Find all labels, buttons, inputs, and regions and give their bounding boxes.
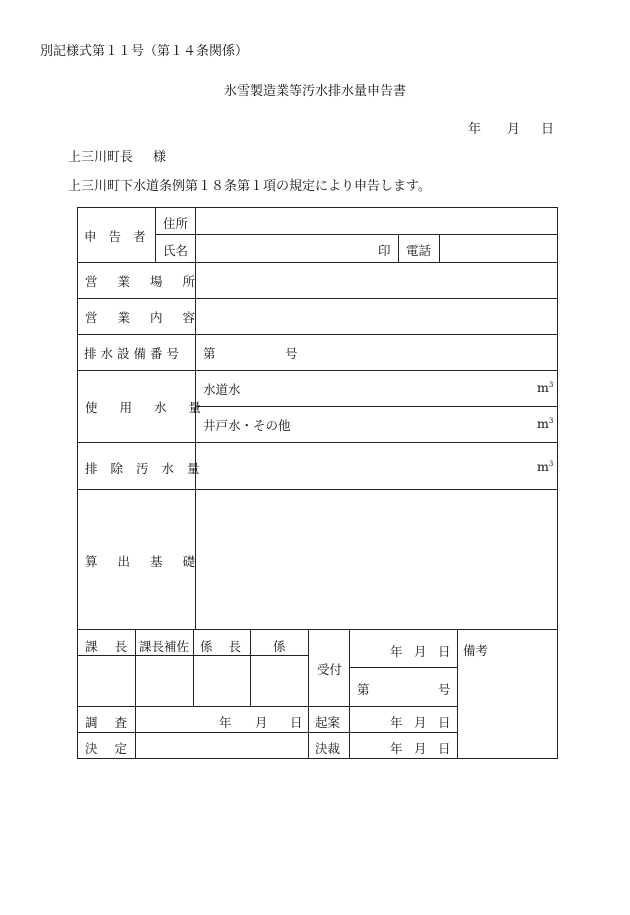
subsection-chief-label: 係長 [200, 639, 258, 654]
seal-mark: 印 [378, 243, 391, 258]
draft-year: 年 [390, 715, 403, 730]
form-reference: 別記様式第１１号（第１４条関係） [40, 44, 249, 59]
approval-year: 年 [390, 741, 403, 756]
unit-text: m [537, 416, 549, 431]
reception-label: 受付 [317, 662, 343, 677]
draft-day: 日 [438, 715, 451, 730]
statement-text: 上三川町下水道条例第１８条第１項の規定により申告します。 [68, 179, 431, 194]
address-label: 住所 [163, 216, 189, 231]
inspection-month: 月 [255, 715, 268, 730]
unit-exp: 3 [548, 459, 554, 468]
approval-label: 決裁 [315, 741, 341, 756]
draft-month: 月 [414, 715, 427, 730]
date-day: 日 [541, 122, 555, 137]
date-year: 年 [468, 122, 482, 137]
business-content-label: 営業内容 [85, 310, 216, 325]
reception-dai: 第 [357, 682, 370, 697]
name-label: 氏名 [163, 243, 189, 258]
drain-number-dai: 第 [203, 346, 216, 361]
reception-go: 号 [438, 682, 451, 697]
drain-number-go: 号 [285, 346, 298, 361]
unit-exp: 3 [548, 380, 554, 389]
unit-text: m [537, 459, 549, 474]
reception-day: 日 [438, 644, 451, 659]
honorific: 様 [153, 150, 167, 165]
draft-label: 起案 [315, 715, 341, 730]
unit-text: m [537, 380, 549, 395]
water-usage-label: 使用水量 [85, 400, 224, 415]
section-chief-label: 課長 [85, 639, 145, 654]
staff-label: 係 [273, 639, 286, 654]
discharge-label: 排除汚水量 [85, 461, 213, 476]
document-title: 氷雪製造業等汚水排水量申告書 [223, 84, 406, 99]
addressee: 上三川町長 [68, 150, 134, 165]
remarks-label: 備考 [463, 643, 489, 658]
approval-month: 月 [414, 741, 427, 756]
reception-month: 月 [414, 644, 427, 659]
business-place-label: 営業場所 [85, 274, 216, 289]
well-water-label: 井戸水・その他 [203, 418, 291, 433]
tap-water-unit [537, 380, 553, 395]
phone-label: 電話 [406, 243, 432, 258]
drain-number-label: 排水設備番号 [84, 346, 184, 361]
calculation-basis-label: 算出基礎 [85, 554, 216, 569]
date-month: 月 [507, 122, 521, 137]
well-water-unit [537, 416, 553, 431]
declarant-label-text: 申告者 [84, 229, 158, 244]
inspection-day: 日 [290, 715, 303, 730]
assistant-chief-label: 課長補佐 [139, 639, 190, 654]
inspection-year: 年 [219, 715, 232, 730]
decision-label: 決定 [85, 741, 145, 756]
unit-exp: 3 [548, 416, 554, 425]
tap-water-label: 水道水 [203, 382, 241, 397]
reception-year: 年 [390, 644, 403, 659]
discharge-unit [537, 459, 553, 474]
declarant-label [84, 227, 158, 245]
inspection-label: 調査 [85, 715, 145, 730]
approval-day: 日 [438, 741, 451, 756]
